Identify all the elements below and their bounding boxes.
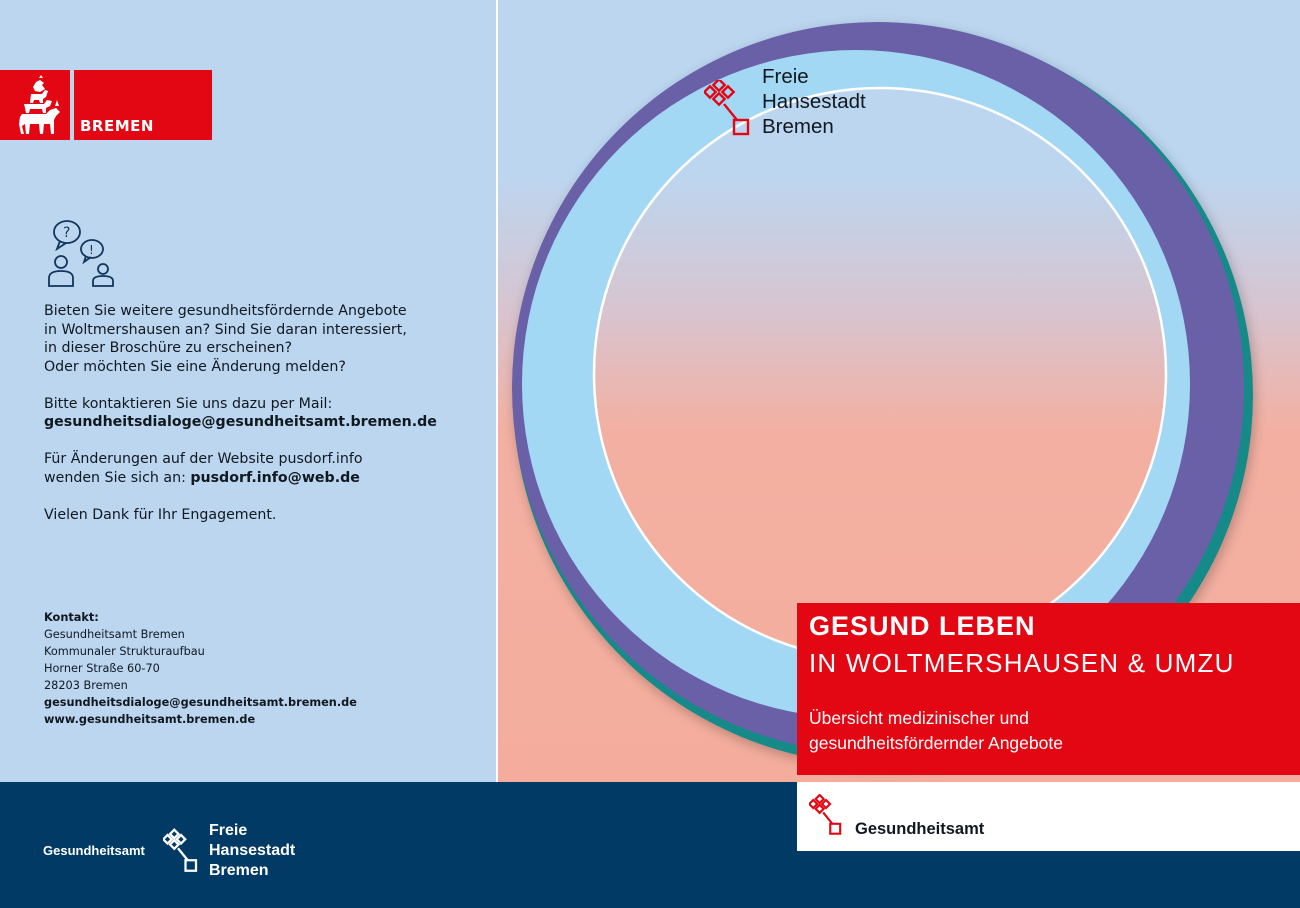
- title-secondary: IN WOLTMERSHAUSEN & UMZU: [809, 648, 1235, 678]
- fhb-logo-line: Hansestadt: [762, 90, 866, 113]
- contact-request-text: Bitte kontaktieren Sie uns dazu per Mail:: [44, 395, 333, 412]
- svg-text:?: ?: [63, 225, 71, 241]
- contact-website[interactable]: www.gesundheitsamt.bremen.de: [44, 713, 256, 726]
- fhb-logo-text: [762, 64, 866, 139]
- contact-email-link[interactable]: gesundheitsdialoge@gesundheitsamt.bremen.de: [44, 414, 437, 430]
- gesundheitsamt-label: Gesundheitsamt: [855, 820, 985, 838]
- title-primary: GESUND LEBEN: [809, 611, 1036, 641]
- subtitle-line: Übersicht medizinischer und: [809, 708, 1029, 728]
- footer-fhb-line: Hansestadt: [209, 842, 296, 859]
- intro-line: Bieten Sie weitere gesundheitsfördernde Angebote: [44, 303, 407, 319]
- subtitle-line: gesundheitsfördernder Angebote: [809, 733, 1063, 753]
- website-text-prefix: wenden Sie sich an:: [44, 469, 191, 486]
- footer-fhb-logo-text: [209, 821, 295, 881]
- fhb-logo-line: Freie: [762, 65, 809, 88]
- thanks-paragraph: [44, 506, 464, 525]
- bremen-key-icon: [704, 80, 752, 138]
- intro-line: in Woltmershausen an? Sind Sie daran interessiert,: [44, 321, 407, 338]
- intro-line: in dieser Broschüre zu erscheinen?: [44, 340, 293, 356]
- website-paragraph: [44, 450, 464, 487]
- back-cover-panel: [0, 0, 496, 782]
- bremen-key-icon: [163, 827, 199, 877]
- website-email-link[interactable]: pusdorf.info@web.de: [190, 469, 360, 486]
- svg-text:!: !: [89, 243, 94, 257]
- contact-block: [44, 609, 357, 728]
- contact-dept: Kommunaler Strukturaufbau: [44, 645, 205, 658]
- contact-org: Gesundheitsamt Bremen: [44, 628, 185, 641]
- contact-request-paragraph: [44, 395, 464, 432]
- bremen-logo-label-box: [74, 70, 212, 140]
- gesundheitsamt-logo-box: [797, 782, 1300, 851]
- footer-fhb-line: Bremen: [209, 862, 269, 879]
- intro-paragraph: [44, 302, 464, 376]
- contact-city: 28203 Bremen: [44, 679, 128, 692]
- intro-line: Oder möchten Sie eine Änderung melden?: [44, 358, 346, 375]
- footer-fhb-line: Freie: [209, 822, 248, 839]
- freie-hansestadt-bremen-logo: [704, 64, 904, 144]
- contact-email[interactable]: gesundheitsdialoge@gesundheitsamt.bremen.de: [44, 696, 357, 709]
- thanks-text: Vielen Dank für Ihr Engagement.: [44, 506, 277, 523]
- intro-text: [44, 302, 464, 543]
- contact-heading: Kontakt:: [44, 611, 99, 624]
- bremen-logo: [0, 70, 212, 140]
- bremen-key-icon: [809, 794, 843, 838]
- website-text: Für Änderungen auf der Website pusdorf.info: [44, 451, 363, 467]
- bremen-logo-label: BREMEN: [80, 117, 154, 135]
- title-box: [797, 603, 1300, 775]
- dialog-people-icon: [44, 216, 120, 290]
- subtitle: [809, 706, 1289, 756]
- contact-street: Horner Straße 60-70: [44, 662, 160, 675]
- town-musicians-icon: [0, 70, 70, 140]
- fhb-logo-line: Bremen: [762, 115, 834, 138]
- footer-gesundheitsamt-label: Gesundheitsamt: [43, 843, 145, 858]
